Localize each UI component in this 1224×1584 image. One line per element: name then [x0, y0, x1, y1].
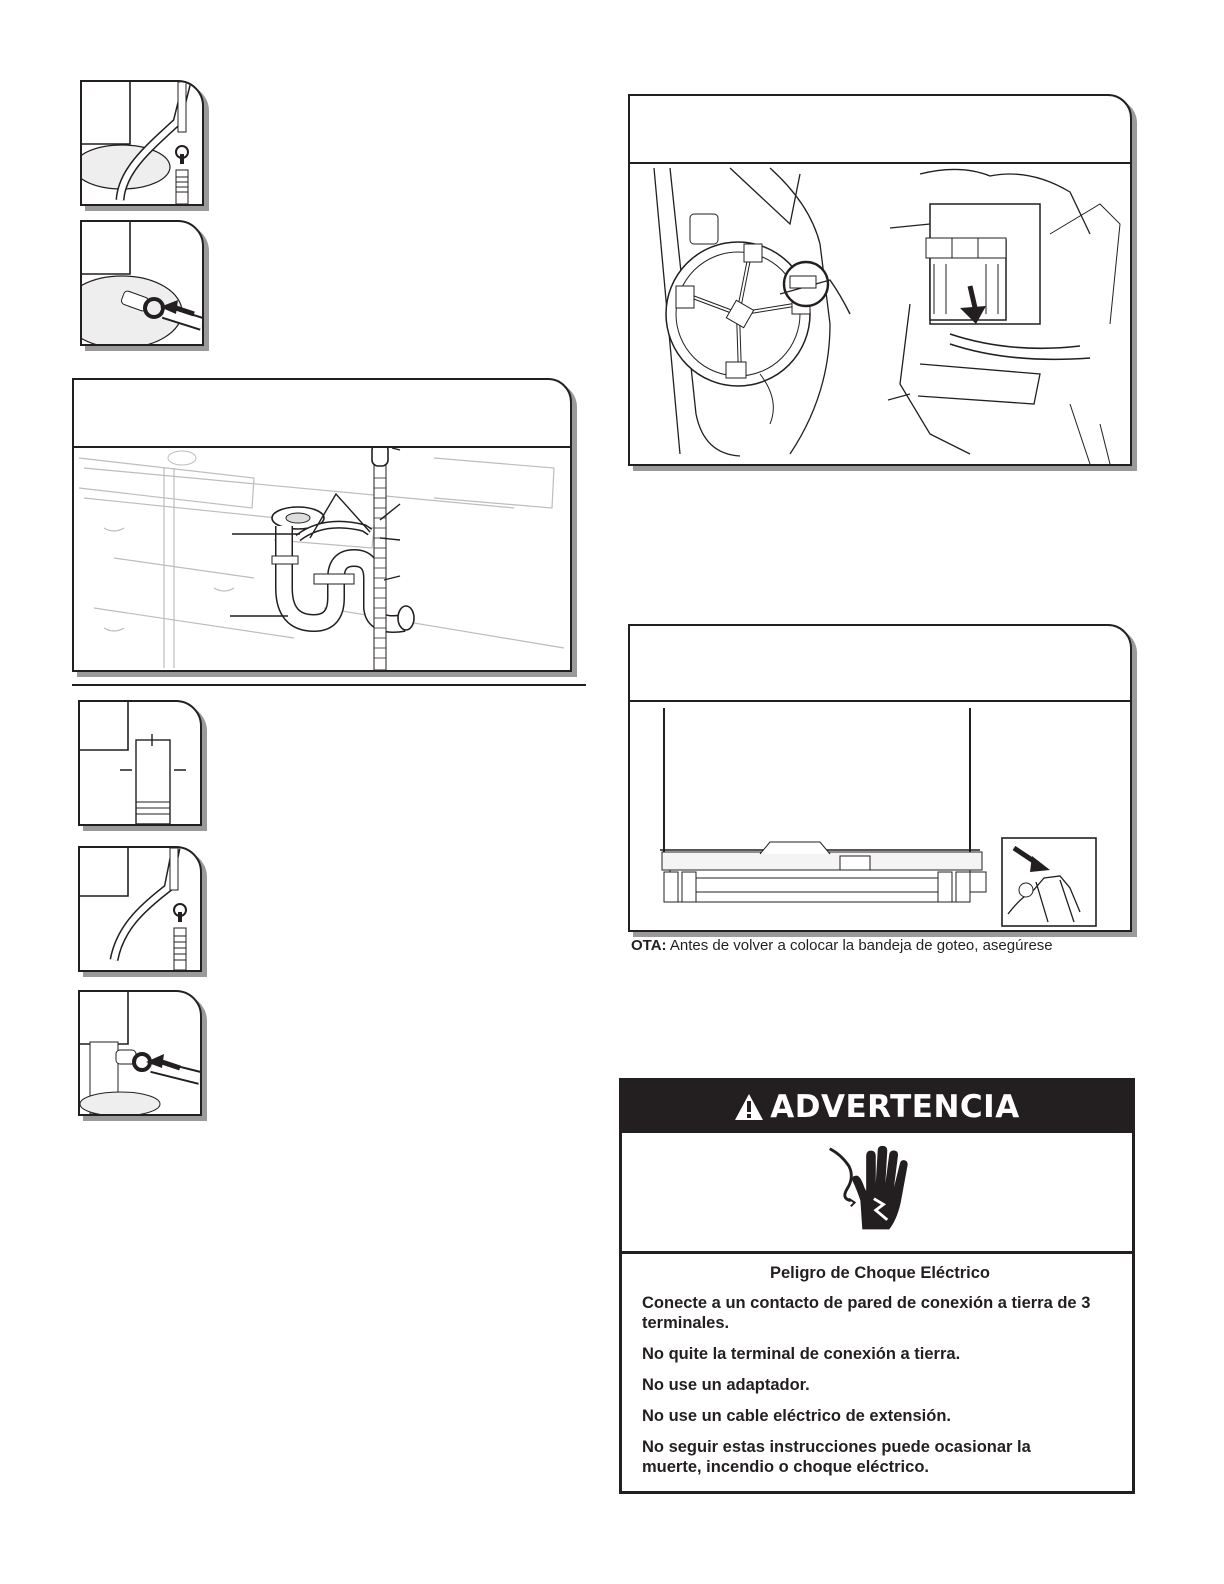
drip-tray-note	[631, 937, 1053, 955]
step-thumb-hose-cut	[78, 700, 202, 826]
section-divider	[72, 684, 586, 686]
connector-diagram-header	[630, 96, 1130, 164]
warning-title: Peligro de Choque Eléctrico	[769, 1264, 991, 1282]
step-thumb-hose-clamp-bottom	[78, 846, 202, 972]
drain-diagram-header	[74, 380, 570, 448]
warning-line: No use un adaptador.	[642, 1376, 810, 1394]
drip-tray-diagram-panel	[628, 624, 1132, 932]
electric-shock-hand-icon	[822, 1143, 918, 1239]
drain-trap-illustration	[74, 448, 570, 670]
warning-line: Conecte a un contacto de pared de conexión a tierra de 3 terminales.	[642, 1294, 1091, 1332]
warning-line: No quite la terminal de conexión a tierra.	[642, 1345, 961, 1363]
note-label: OTA:	[631, 937, 667, 954]
warning-header-label: ADVERTENCIA	[770, 1089, 1020, 1125]
warning-line: No seguir estas instrucciones puede ocasionar la muerte, incendio o choque eléctrico.	[642, 1438, 1031, 1476]
step-thumb-hose-clamp-top	[80, 80, 204, 206]
warning-body	[642, 1263, 1118, 1488]
dishwasher-base-illustration	[630, 702, 1130, 930]
note-text: Antes de volver a colocar la bandeja de goteo, asegúrese	[666, 937, 1053, 954]
step-thumb-hose-connect-top	[80, 220, 204, 346]
warning-header	[622, 1081, 1132, 1133]
warning-icon-area	[622, 1133, 1132, 1254]
step-thumb-hose-connect-bottom	[78, 990, 202, 1116]
drip-tray-diagram-header	[630, 626, 1130, 702]
warning-box	[619, 1078, 1135, 1494]
warning-triangle-icon	[734, 1093, 764, 1121]
wire-connector-illustration	[630, 164, 1130, 464]
drain-diagram-panel	[72, 378, 572, 672]
connector-diagram-panel	[628, 94, 1132, 466]
warning-line: No use un cable eléctrico de extensión.	[642, 1407, 952, 1425]
